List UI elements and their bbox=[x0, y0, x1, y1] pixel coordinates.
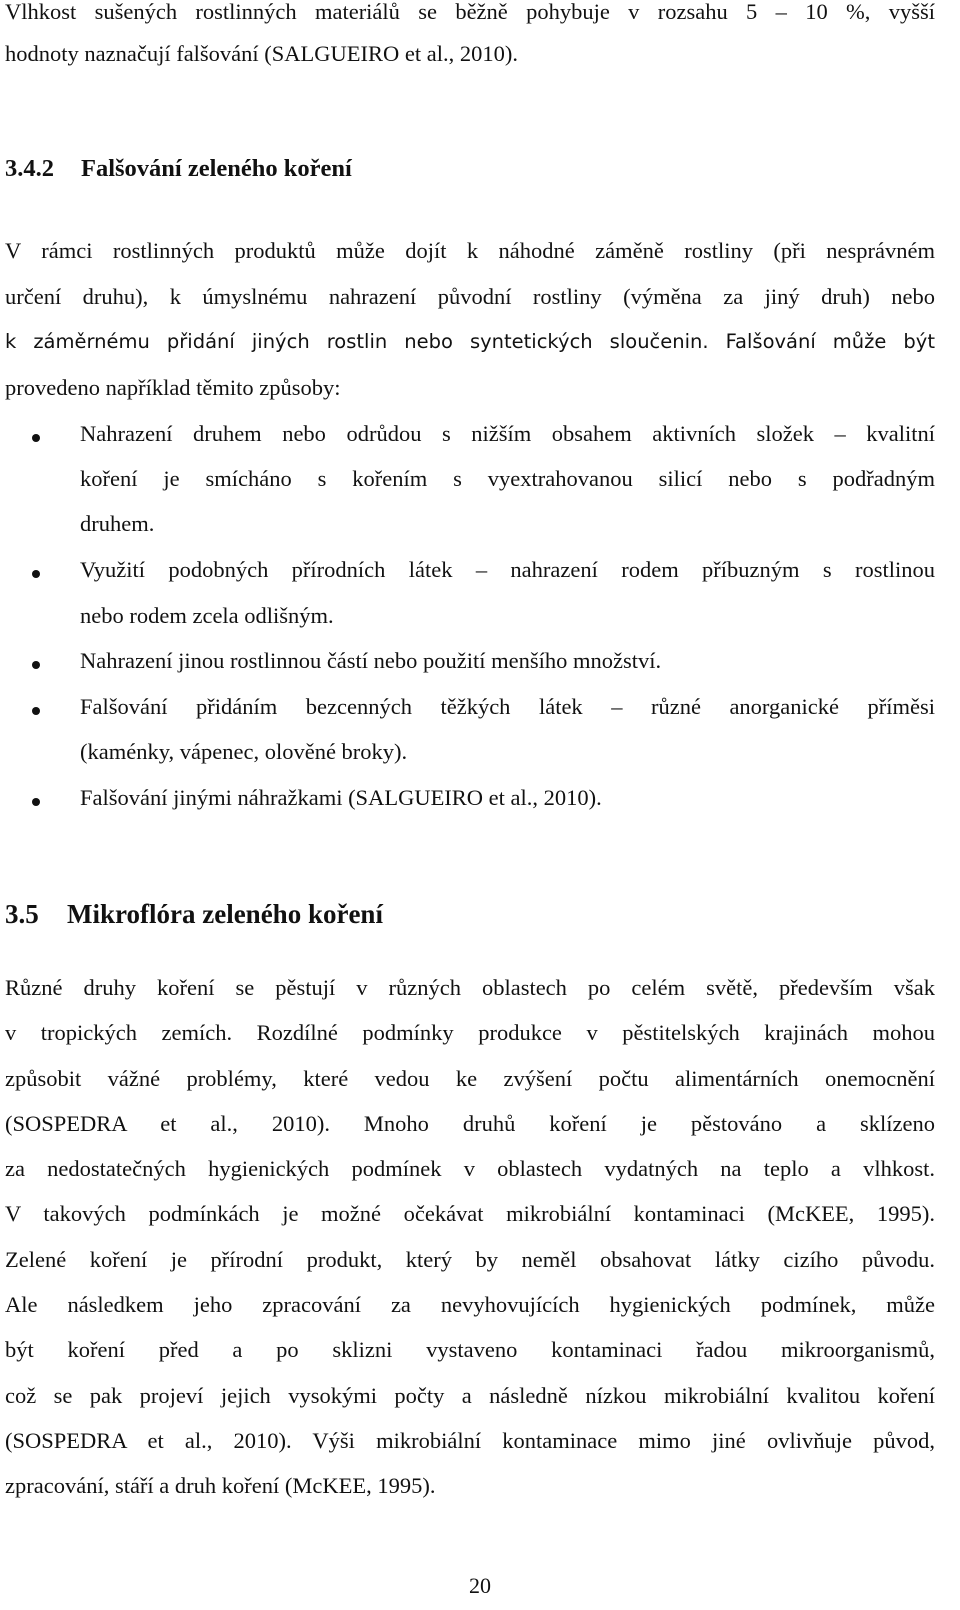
list-item-line: Využití podobných přírodních látek – nahrazení rodem příbuzným s rostlinou bbox=[80, 557, 935, 582]
section-number: 3.4.2 bbox=[5, 155, 54, 182]
paragraph-line: způsobit vážné problémy, které vedou ke zvýšení počtu alimentárních onemocnění bbox=[5, 1066, 935, 1091]
page-number: 20 bbox=[469, 1573, 491, 1598]
bullet-dot bbox=[32, 707, 40, 715]
paragraph-line: Různé druhy koření se pěstují v různých oblastech po celém světě, především však bbox=[5, 975, 935, 1000]
section-number: 3.5 bbox=[5, 899, 39, 929]
section-heading-3-5 bbox=[5, 898, 383, 930]
intro-line: hodnoty naznačují falšování (SALGUEIRO et al., 2010). bbox=[5, 41, 519, 66]
paragraph-line: Zelené koření je přírodní produkt, který by neměl obsahovat látky cizího původu. bbox=[5, 1247, 935, 1272]
bullet-dot bbox=[32, 434, 40, 442]
paragraph-line: za nedostatečných hygienických podmínek v oblastech vydatných na teplo a vlhkost. bbox=[5, 1156, 935, 1181]
list-item-line: Nahrazení druhem nebo odrůdou s nižším obsahem aktivních složek – kvalitní bbox=[80, 421, 935, 446]
paragraph-line: provedeno například těmito způsoby: bbox=[5, 375, 341, 400]
paragraph-line: V takových podmínkách je možné očekávat mikrobiální kontaminaci (McKEE, 1995). bbox=[5, 1201, 935, 1226]
bullet-dot bbox=[32, 661, 40, 669]
paragraph-line: být koření před a po sklizni vystaveno kontaminaci řadou mikroorganismů, bbox=[5, 1337, 935, 1362]
paragraph-line: což se pak projeví jejich vysokými počty a následně nízkou mikrobiální kvalitou koření bbox=[5, 1383, 935, 1408]
paragraph-line: k záměrnému přidání jiných rostlin nebo syntetických sloučenin. Falšování může být bbox=[5, 330, 935, 353]
section-title: Falšování zeleného koření bbox=[81, 155, 352, 182]
paragraph-line: v tropických zemích. Rozdílné podmínky produkce v pěstitelských krajinách mohou bbox=[5, 1020, 935, 1045]
paragraph-line: zpracování, stáří a druh koření (McKEE, 1995). bbox=[5, 1473, 436, 1498]
list-item-line: koření je smícháno s kořením s vyextrahovanou silicí nebo s podřadným bbox=[80, 466, 935, 491]
paragraph-line: určení druhu), k úmyslnému nahrazení původní rostliny (výměna za jiný druh) nebo bbox=[5, 284, 935, 309]
bullet-dot bbox=[32, 798, 40, 806]
list-item-line: nebo rodem zcela odlišným. bbox=[80, 603, 334, 628]
paragraph-line: (SOSPEDRA et al., 2010). Výši mikrobiální kontaminace mimo jiné ovlivňuje původ, bbox=[5, 1428, 935, 1453]
list-item-line: druhem. bbox=[80, 511, 155, 536]
list-item-line: Falšování jinými náhražkami (SALGUEIRO et al., 2010). bbox=[80, 785, 602, 810]
paragraph-line: V rámci rostlinných produktů může dojít k náhodné záměně rostliny (při nesprávném bbox=[5, 238, 935, 263]
list-item-line: Falšování přidáním bezcenných těžkých látek – různé anorganické příměsi bbox=[80, 694, 935, 719]
section-heading-3-4-2 bbox=[5, 153, 352, 185]
bullet-dot bbox=[32, 570, 40, 578]
list-item-line: Nahrazení jinou rostlinnou částí nebo použití menšího množství. bbox=[80, 648, 662, 673]
paragraph-line: Ale následkem jeho zpracování za nevyhovujících hygienických podmínek, může bbox=[5, 1292, 935, 1317]
section-title: Mikroflóra zeleného koření bbox=[67, 899, 383, 929]
paragraph-line: (SOSPEDRA et al., 2010). Mnoho druhů koření je pěstováno a sklízeno bbox=[5, 1111, 935, 1136]
intro-line: Vlhkost sušených rostlinných materiálů se běžně pohybuje v rozsahu 5 – 10 %, vyšší bbox=[5, 0, 935, 24]
list-item-line: (kaménky, vápenec, olověné broky). bbox=[80, 739, 408, 764]
